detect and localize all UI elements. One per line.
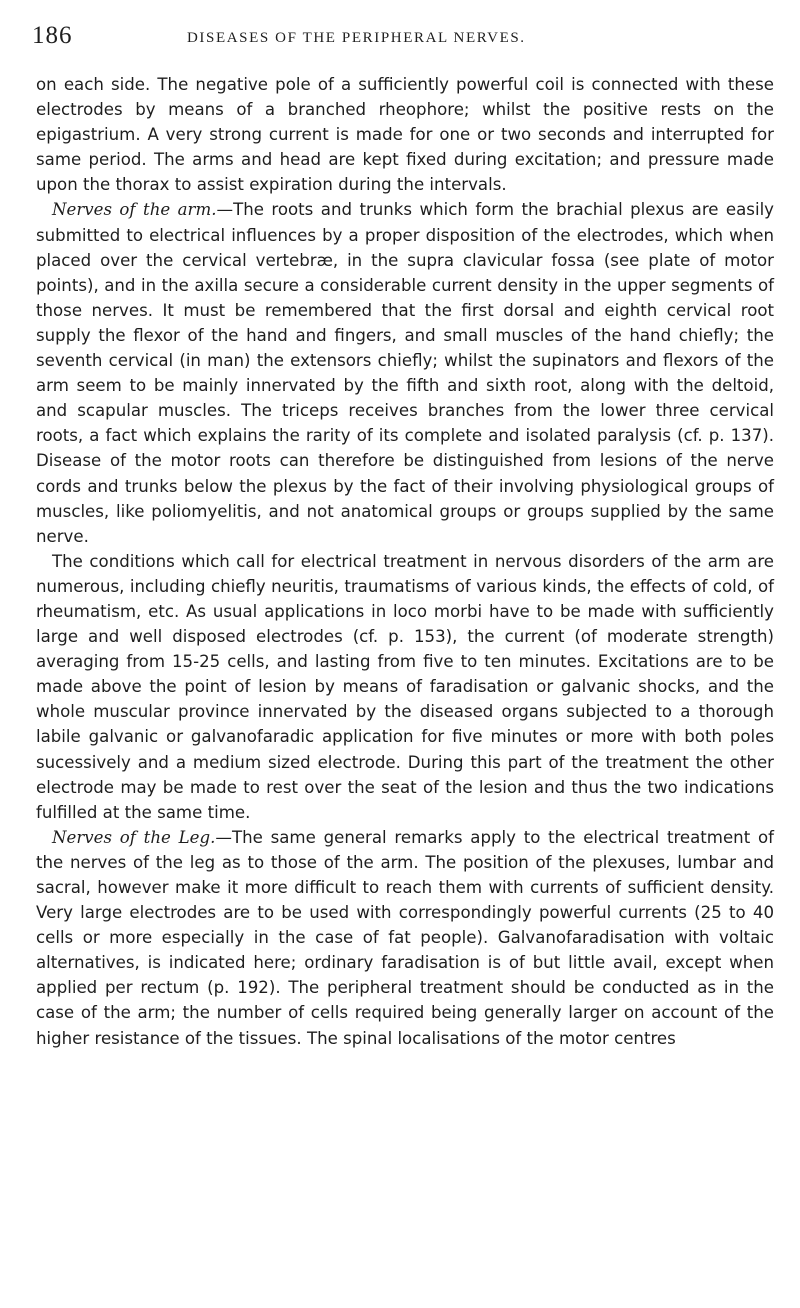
body-text	[36, 72, 774, 1051]
paragraph-text: on each side. The negative pole of a sufficiently powerful coil is connected with these electrodes by means of a branched rheophore; whilst the positive rests on the epigastrium. A very strong current is made for one or two seconds and interrupted for same period. The arms and head are kept fixed during excitation; and pressure made upon the thorax to assist expiration during the intervals.	[36, 75, 774, 195]
paragraph-nerves-of-arm	[36, 197, 774, 548]
page-number: 186	[32, 22, 73, 49]
section-heading-arm: Nerves of the arm.	[52, 200, 217, 220]
running-head	[32, 22, 768, 56]
section-heading-leg: Nerves of the Leg.	[52, 827, 216, 847]
paragraph-text: —The same general remarks apply to the electrical treatment of the nerves of the leg as to those of the arm. The position of the plexuses, lumbar and sacral, however make it more difficult to reach them with currents of sufficient density. Very large electrodes are to be used with correspondingly powerful currents (25 to 40 cells or more especially in the case of fat people). Galvanofaradisation with voltaic alternatives, is indicated here; ordinary faradisation is of but little avail, except when applied per rectum (p. 192). The peripheral treatment should be conducted as in the case of the arm; the number of cells required being generally larger on account of the higher resistance of the tissues. The spinal localisations of the motor centres	[36, 827, 774, 1048]
paragraph-text: The conditions which call for electrical treatment in nervous disorders of the arm are numerous, including chiefly neuritis, traumatisms of various kinds, the effects of cold, of rheumatism, etc. As usual applications in loco morbi have to be made with sufficiently large and well disposed electrodes (cf. p. 153), the current (of moderate strength) averaging from 15-25 cells, and lasting from five to ten minutes. Excitations are to be made above the point of lesion by means of faradisation or galvanic shocks, and the whole muscular province innervated by the diseased organs subjected to a thorough labile galvanic or galvanofaradic application for five minutes or more with both poles sucessively and a medium sized electrode. During this part of the treatment the other electrode may be made to rest over the seat of the lesion and thus the two indications fulfilled at the same time.	[36, 551, 774, 822]
paragraph-arm-treatment	[36, 549, 774, 825]
paragraph-nerves-of-leg	[36, 825, 774, 1051]
paragraph-text: —The roots and trunks which form the brachial plexus are easily submitted to electrical influences by a proper disposition of the electrodes, which when placed over the cervical vertebræ, in the supra clavicular fossa (see plate of motor points), and in the axilla secure a considerable current density in the upper segments of those nerves. It must be remembered that the first dorsal and eighth cervical root supply the flexor of the hand and fingers, and small muscles of the hand chiefly; the seventh cervical (in man) the extensors chiefly; whilst the supinators and flexors of the arm seem to be mainly innervated by the fifth and sixth root, along with the deltoid, and scapular muscles. The triceps receives branches from the lower three cervical roots, a fact which explains the rarity of its complete and isolated paralysis (cf. p. 137). Disease of the motor roots can therefore be distinguished from lesions of the nerve cords and trunks below the plexus by the fact of their involving physiological groups of muscles, like poliomyelitis, and not anatomical groups or groups supplied by the same nerve.	[36, 200, 774, 546]
paragraph-continuation	[36, 72, 774, 197]
running-title: DISEASES OF THE PERIPHERAL NERVES.	[187, 30, 526, 46]
